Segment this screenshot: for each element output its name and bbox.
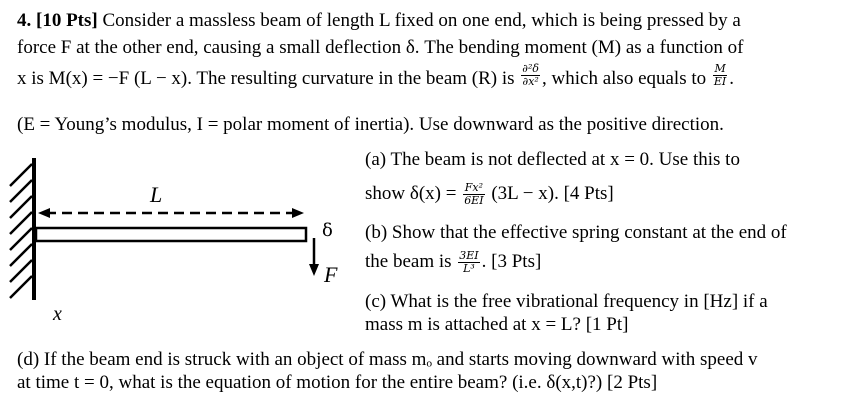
problem-line-4: (E = Young’s modulus, I = polar moment of inertia). Use downward as the positive direction.: [17, 114, 724, 135]
deflection-fraction: [463, 182, 484, 207]
moment-fraction: [713, 63, 727, 88]
part-c-line-1: (c) What is the free vibrational frequency in [Hz] if a: [365, 291, 768, 312]
problem-text-3a: x is M(x) = −F (L − x). The resulting curvature in the beam (R) is: [17, 67, 515, 89]
problem-text-3c: .: [729, 67, 735, 89]
spring-constant-numerator: 3EI: [459, 249, 479, 262]
part-b-text: the beam is: [365, 250, 452, 272]
wall-hatching: [10, 164, 32, 298]
beam: [36, 228, 306, 241]
label-F: F: [324, 262, 338, 287]
beam-diagram: [0, 150, 360, 330]
problem-line-1: [17, 10, 741, 32]
part-a-line-1: (a) The beam is not deflected at x = 0. Use this to: [365, 149, 740, 170]
moment-numerator: M: [714, 62, 726, 75]
label-L: L: [150, 182, 163, 207]
length-arrow-right: [292, 208, 304, 218]
problem-line-3: [17, 62, 735, 92]
problem-number: 4.: [17, 10, 32, 31]
part-d-line-1: (d) If the beam end is struck with an object of mass mₒ and starts moving downward with speed v: [17, 349, 758, 370]
problem-line-2: force F at the other end, causing a small deflection δ. The bending moment (M) as a function of: [17, 37, 744, 58]
label-x: x: [53, 303, 62, 325]
problem-points: [10 Pts]: [36, 10, 98, 31]
part-a-text: show δ(x) =: [365, 182, 457, 204]
force-arrow-head: [309, 264, 319, 276]
problem-text-1: Consider a massless beam of length L fixed on one end, which is being pressed by a: [97, 10, 741, 31]
spring-constant-fraction: [458, 250, 479, 275]
length-arrow-left: [38, 208, 50, 218]
part-b-line-2: [365, 250, 541, 275]
label-delta: δ: [322, 220, 333, 241]
part-b-line-1: (b) Show that the effective spring constant at the end of: [365, 222, 787, 243]
part-c-line-2: mass m is attached at x = L? [1 Pt]: [365, 314, 629, 335]
spring-constant-denominator: L³: [463, 262, 475, 275]
part-a-text-end: (3L − x). [4 Pts]: [491, 182, 614, 204]
deflection-numerator: Fx²: [464, 181, 483, 194]
curvature-numerator: ∂²δ: [522, 62, 540, 75]
part-a-line-2: [365, 182, 614, 207]
curvature-fraction: [521, 63, 540, 88]
part-b-text-end: . [3 Pts]: [481, 250, 542, 272]
moment-denominator: EI: [713, 75, 727, 88]
part-d-line-2: at time t = 0, what is the equation of motion for the entire beam? (i.e. δ(x,t)?) [2 Pts]: [17, 372, 658, 393]
curvature-denominator: ∂x²: [522, 75, 539, 88]
deflection-denominator: 6EI: [464, 194, 484, 207]
problem-text-3b: , which also equals to: [542, 67, 707, 89]
